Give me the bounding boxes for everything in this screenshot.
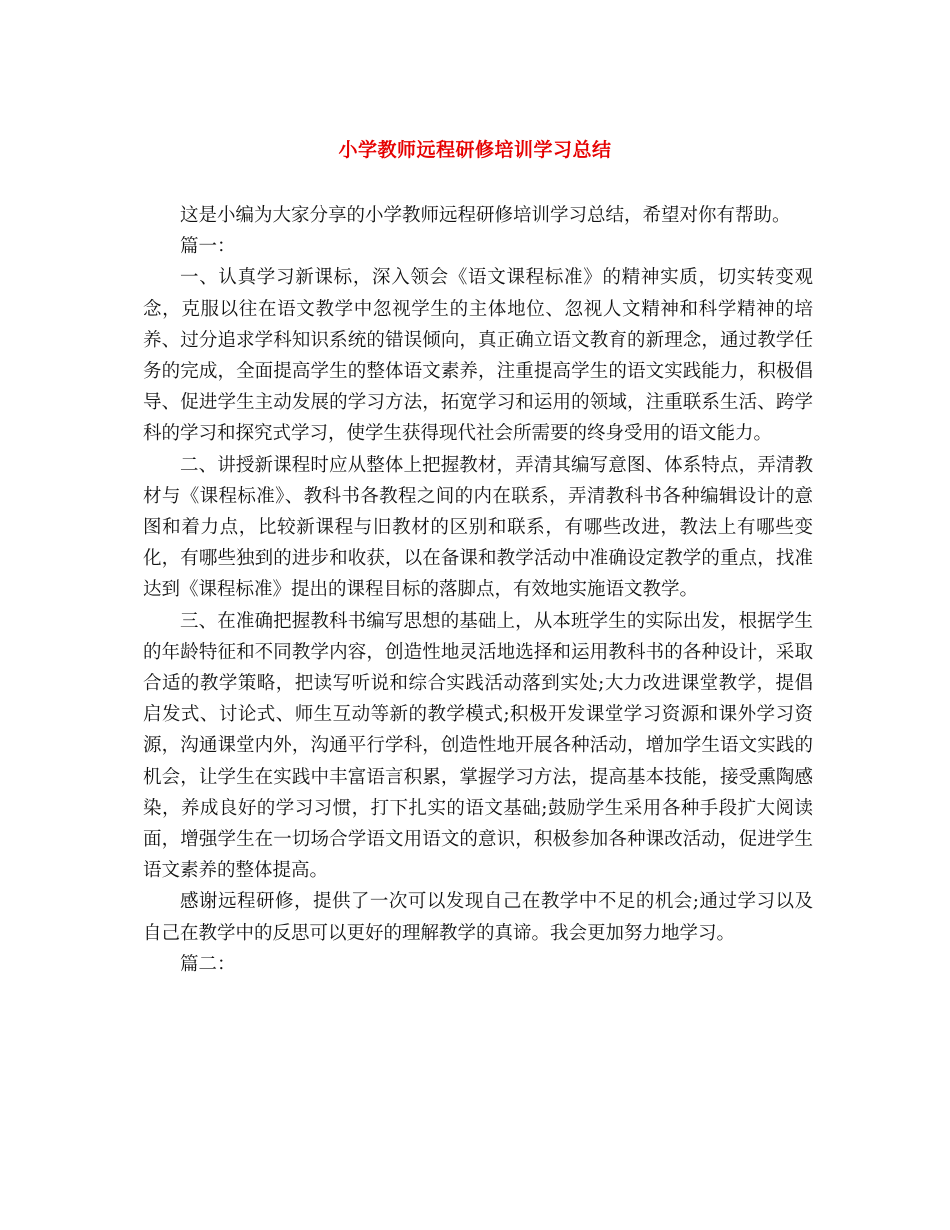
paragraph-3: 三、在准确把握教科书编写思想的基础上，从本班学生的实际出发，根据学生的年龄特征和不同教学内容，创造性地灵活地选择和运用教科书的各种设计，采取合适的教学策略，把读写听说和综合实践活动落到实处;大力改进课堂教学，提倡启发式、讨论式、师生互动等新的教学模式;积极开发课堂学习资源和课外学习资源，沟通课堂内外，沟通平行学科，创造性地开展各种活动，增加学生语文实践的机会，让学生在实践中丰富语言积累，掌握学习方法，提高基本技能，接受熏陶感染，养成良好的学习习惯，打下扎实的语文基础;鼓励学生采用各种手段扩大阅读面，增强学生在一切场合学语文用语文的意识，积极参加各种课改活动，促进学生语文素养的整体提高。 [143,610,813,882]
document-title: 小学教师远程研修培训学习总结 [338,139,612,161]
paragraph-4: 感谢远程研修，提供了一次可以发现自己在教学中不足的机会;通过学习以及自己在教学中的反思可以更好的理解教学的真谛。我会更加努力地学习。 [143,891,813,944]
part-two-heading: 篇二： [180,953,236,975]
paragraph-1: 一、认真学习新课标，深入领会《语文课程标准》的精神实质，切实转变观念，克服以往在语文教学中忽视学生的主体地位、忽视人文精神和科学精神的培养、过分追求学科知识系统的错误倾向，真正确立语文教育的新理念，通过教学任务的完成，全面提高学生的整体语文素养，注重提高学生的语文实践能力，积极倡导、促进学生主动发展的学习方法，拓宽学习和运用的领域，注重联系生活、跨学科的学习和探究式学习，使学生获得现代社会所需要的终身受用的语文能力。 [143,267,813,445]
intro-paragraph: 这是小编为大家分享的小学教师远程研修培训学习总结，希望对你有帮助。 [180,205,791,226]
paragraph-2: 二、讲授新课程时应从整体上把握教材，弄清其编写意图、体系特点，弄清教材与《课程标准》、教科书各教程之间的内在联系，弄清教科书各种编辑设计的意图和着力点，比较新课程与旧教材的区别和联系，有哪些改进，教法上有哪些变化，有哪些独到的进步和收获，以在备课和教学活动中准确设定教学的重点，找准达到《课程标准》提出的课程目标的落脚点，有效地实施语文教学。 [143,454,813,601]
document-body [143,200,813,980]
part-one-heading: 篇一： [180,236,236,258]
